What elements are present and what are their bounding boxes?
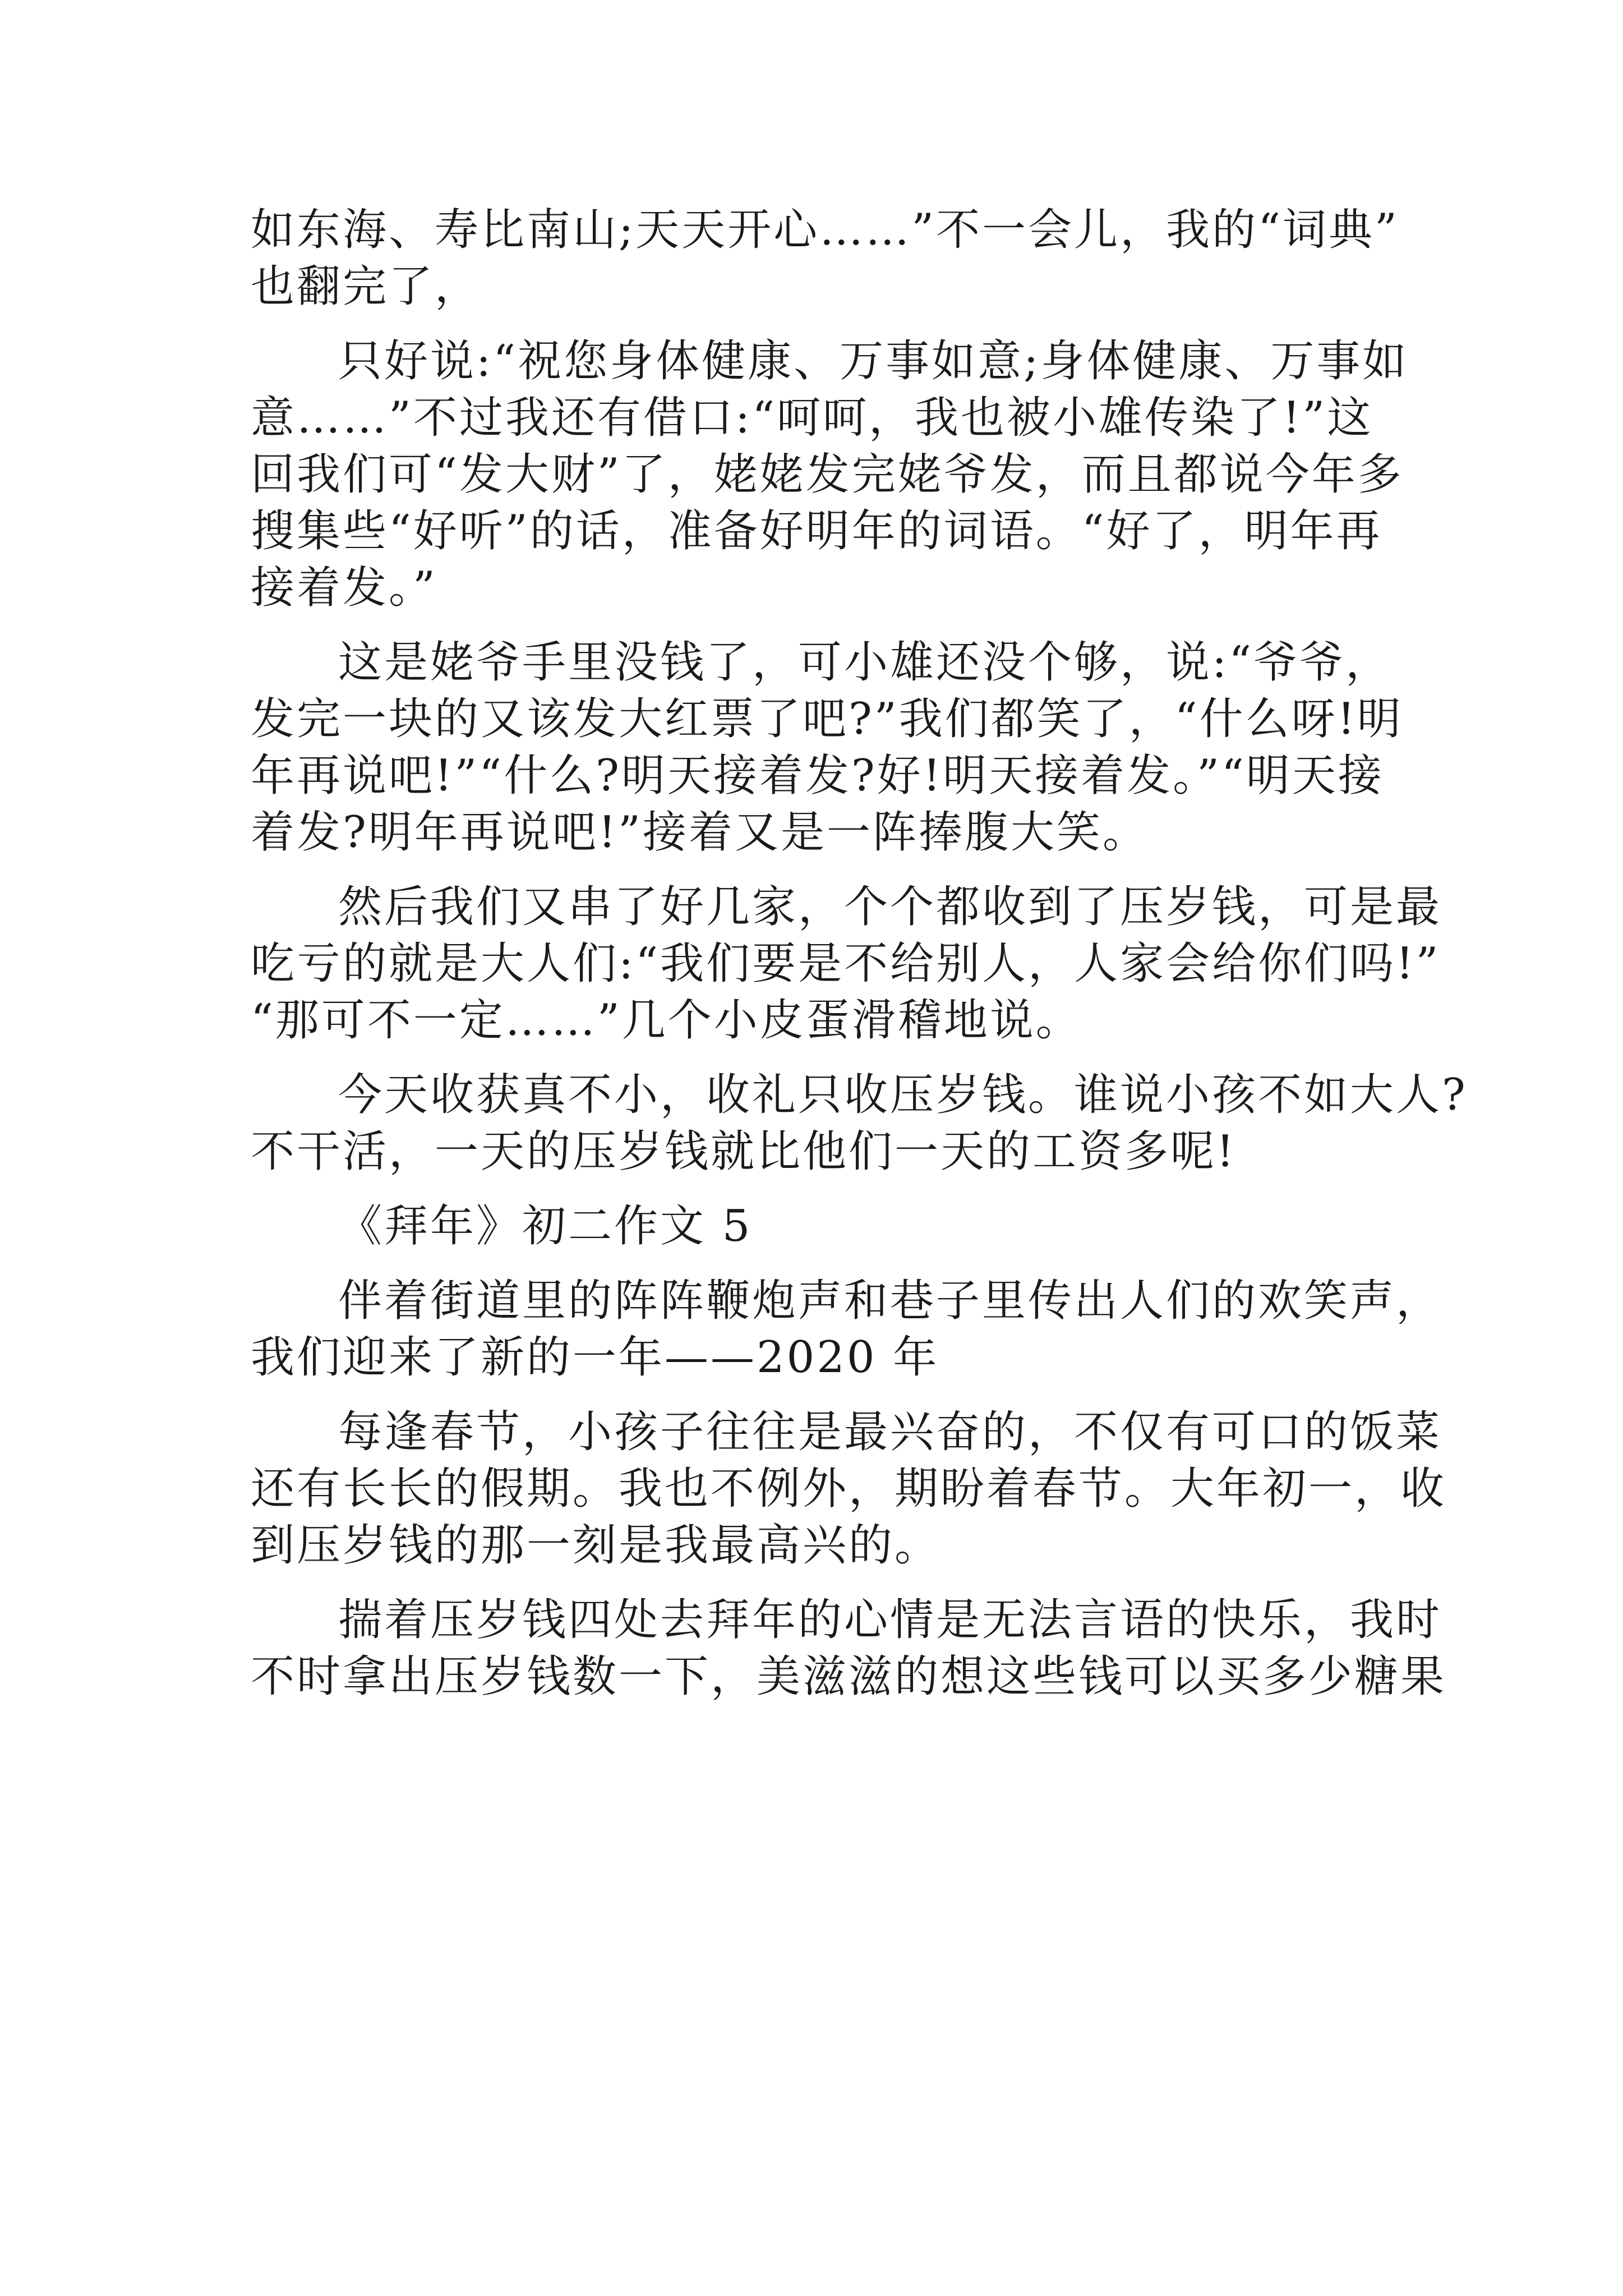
document-body <box>251 202 1468 1705</box>
text-line: 我们迎来了新的一年——2020 年 <box>251 1332 939 1383</box>
paragraph <box>251 1273 1442 1386</box>
text-line: 每逢春节，小孩子往往是最兴奋的，不仅有可口的饭菜 <box>338 1407 1442 1457</box>
text-line: 不干活，一天的压岁钱就比他们一天的工资多呢! <box>251 1126 1237 1177</box>
text-line: 还有长长的假期。我也不例外，期盼着春节。大年初一，收 <box>251 1464 1447 1514</box>
paragraph <box>251 1404 1447 1574</box>
paragraph <box>251 333 1434 616</box>
text-line: 这是姥爷手里没钱了，可小雄还没个够，说:“爷爷， <box>338 637 1392 688</box>
heading-text: 《拜年》初二作文 5 <box>338 1201 753 1251</box>
text-line: 回我们可“发大财”了，姥姥发完姥爷发，而且都说今年多 <box>251 449 1404 500</box>
text-line: 只好说:“祝您身体健康、万事如意;身体健康、万事如 <box>338 336 1409 386</box>
text-line: 伴着街道里的阵阵鞭炮声和巷子里传出人们的欢笑声， <box>338 1276 1442 1326</box>
text-line: 然后我们又串了好几家，个个都收到了压岁钱，可是最 <box>338 882 1442 932</box>
text-line: 到压岁钱的那一刻是我最高兴的。 <box>251 1520 941 1571</box>
paragraph <box>251 879 1442 1049</box>
text-line: 着发?明年再说吧!”接着又是一阵捧腹大笑。 <box>251 807 1149 858</box>
text-line: 搜集些“好听”的话，准备好明年的词语。“好了，明年再 <box>251 506 1382 556</box>
paragraph <box>251 1592 1447 1705</box>
text-line: 如东海、寿比南山;天天开心……”不一会儿，我的“词典” <box>251 205 1399 255</box>
section-heading <box>251 1198 1434 1255</box>
text-line: 发完一块的又该发大红票了吧?”我们都笑了，“什么呀!明 <box>251 694 1403 744</box>
text-line: 揣着压岁钱四处去拜年的心情是无法言语的快乐，我时 <box>338 1595 1442 1645</box>
text-line: 今天收获真不小，收礼只收压岁钱。谁说小孩不如大人? <box>338 1070 1468 1120</box>
text-line: 不时拿出压岁钱数一下，美滋滋的想这些钱可以买多少糖果 <box>251 1651 1447 1702</box>
text-line: 接着发。” <box>251 563 437 613</box>
paragraph <box>251 1067 1468 1180</box>
text-line: 也翻完了， <box>251 261 481 312</box>
text-line: 意……”不过我还有借口:“呵呵，我也被小雄传染了!”这 <box>251 393 1373 443</box>
text-line: 吃亏的就是大人们:“我们要是不给别人，人家会给你们吗!” <box>251 938 1441 989</box>
paragraph <box>251 202 1434 315</box>
text-line: “那可不一定……”几个小皮蛋滑稽地说。 <box>251 995 1082 1046</box>
paragraph <box>251 634 1434 861</box>
text-line: 年再说吧!”“什么?明天接着发?好!明天接着发。”“明天接 <box>251 751 1384 801</box>
